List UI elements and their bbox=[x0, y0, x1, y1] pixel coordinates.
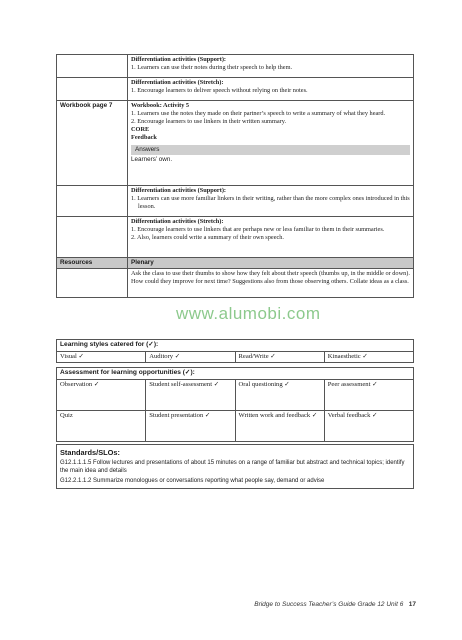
diff-stretch-line: 2. Also, learners could write a summary of their own speech. bbox=[131, 234, 285, 241]
answers-bar: Answers bbox=[131, 145, 410, 155]
footer-book-title: Bridge to Success Teacher’s Guide Grade 12 Unit 6 bbox=[254, 601, 404, 608]
diff-stretch-line: 1. Encourage learners to use linkers that are perhaps new or less familiar to them in their summaries. bbox=[131, 226, 385, 233]
watermark: www.alumobi.com bbox=[176, 304, 321, 323]
assessment-table bbox=[56, 367, 414, 442]
assessment-cell: Student self-assessment ✓ bbox=[146, 379, 235, 410]
learning-style-kinaesthetic: Kinaesthetic ✓ bbox=[324, 351, 413, 363]
standards-cell bbox=[57, 445, 414, 489]
workbook-title: Workbook: Activity 5 bbox=[131, 102, 190, 109]
stretch-line: 1. Encourage learners to deliver speech without relying on their notes. bbox=[131, 87, 308, 94]
table-row bbox=[57, 186, 414, 217]
table-row bbox=[57, 55, 414, 78]
assessment-cell: Oral questioning ✓ bbox=[235, 379, 324, 410]
learning-styles-table bbox=[56, 339, 414, 363]
feedback-label: Feedback bbox=[131, 134, 157, 141]
stretch-cell bbox=[128, 78, 414, 101]
assessment-cell: Observation ✓ bbox=[57, 379, 146, 410]
standards-item: G12.1.1.1.5 Follow lectures and presentations of about 15 minutes on a range of familiar but abstract and technical topics; identify the main idea and details bbox=[60, 460, 405, 474]
diff-support-line: 1. Learners can use more familiar linkers in their writing, rather than the more complex ones introduced in this lesson. bbox=[131, 195, 410, 210]
table-row bbox=[57, 101, 414, 186]
table-row bbox=[57, 368, 414, 380]
learning-style-auditory: Auditory ✓ bbox=[146, 351, 235, 363]
answers-text: Learners’ own. bbox=[131, 156, 173, 163]
workbook-label: Workbook page 7 bbox=[57, 101, 128, 186]
standards-table bbox=[56, 444, 414, 489]
support-cell bbox=[128, 55, 414, 78]
table-row bbox=[57, 340, 414, 352]
table-row bbox=[57, 258, 414, 269]
stretch-heading: Differentiation activities (Stretch): bbox=[131, 79, 224, 86]
assessment-cell: Student presentation ✓ bbox=[146, 410, 235, 441]
table-row bbox=[57, 351, 414, 363]
diff-support-cell bbox=[128, 186, 414, 217]
diff-support-heading: Differentiation activities (Support): bbox=[131, 187, 227, 194]
workbook-item: 2. Encourage learners to use linkers in their written summary. bbox=[131, 118, 287, 125]
assessment-title: Assessment for learning opportunities (✓): bbox=[57, 368, 414, 380]
assessment-cell: Written work and feedback ✓ bbox=[235, 410, 324, 441]
table-row bbox=[57, 269, 414, 298]
standards-title: Standards/SLOs: bbox=[60, 448, 120, 457]
plenary-label: Plenary bbox=[128, 258, 414, 269]
learning-style-visual: Visual ✓ bbox=[57, 351, 146, 363]
page-number: 17 bbox=[408, 601, 416, 608]
resources-label: Resources bbox=[57, 258, 128, 269]
workbook-item: 1. Learners use the notes they made on their partner’s speech to write a summary of what they heard. bbox=[131, 110, 386, 117]
standards-item: G12.2.1.1.2 Summarize monologues or conversations reporting what people say, demand or advise bbox=[60, 478, 325, 484]
table-row bbox=[57, 410, 414, 441]
assessment-cell: Verbal feedback ✓ bbox=[324, 410, 413, 441]
table-row bbox=[57, 217, 414, 258]
diff-stretch-cell bbox=[128, 217, 414, 258]
diff-stretch-heading: Differentiation activities (Stretch): bbox=[131, 218, 224, 225]
learning-style-readwrite: Read/Write ✓ bbox=[235, 351, 324, 363]
workbook-cell bbox=[128, 101, 414, 186]
lesson-table bbox=[56, 54, 414, 298]
learning-styles-title: Learning styles catered for (✓): bbox=[57, 340, 414, 352]
assessment-cell: Peer assessment ✓ bbox=[324, 379, 413, 410]
table-row bbox=[57, 78, 414, 101]
table-row bbox=[57, 445, 414, 489]
support-line: 1. Learners can use their notes during their speech to help them. bbox=[131, 64, 293, 71]
assessment-cell: Quiz bbox=[57, 410, 146, 441]
support-heading: Differentiation activities (Support): bbox=[131, 56, 227, 63]
page-footer bbox=[254, 601, 416, 608]
plenary-text: Ask the class to use their thumbs to show how they felt about their speech (thumbs up, in the middle or down). How could they improve for next time? Suggestions also from those observing others. Collate ideas as a class. bbox=[128, 269, 414, 298]
core-label: CORE bbox=[131, 126, 150, 133]
table-row bbox=[57, 379, 414, 410]
